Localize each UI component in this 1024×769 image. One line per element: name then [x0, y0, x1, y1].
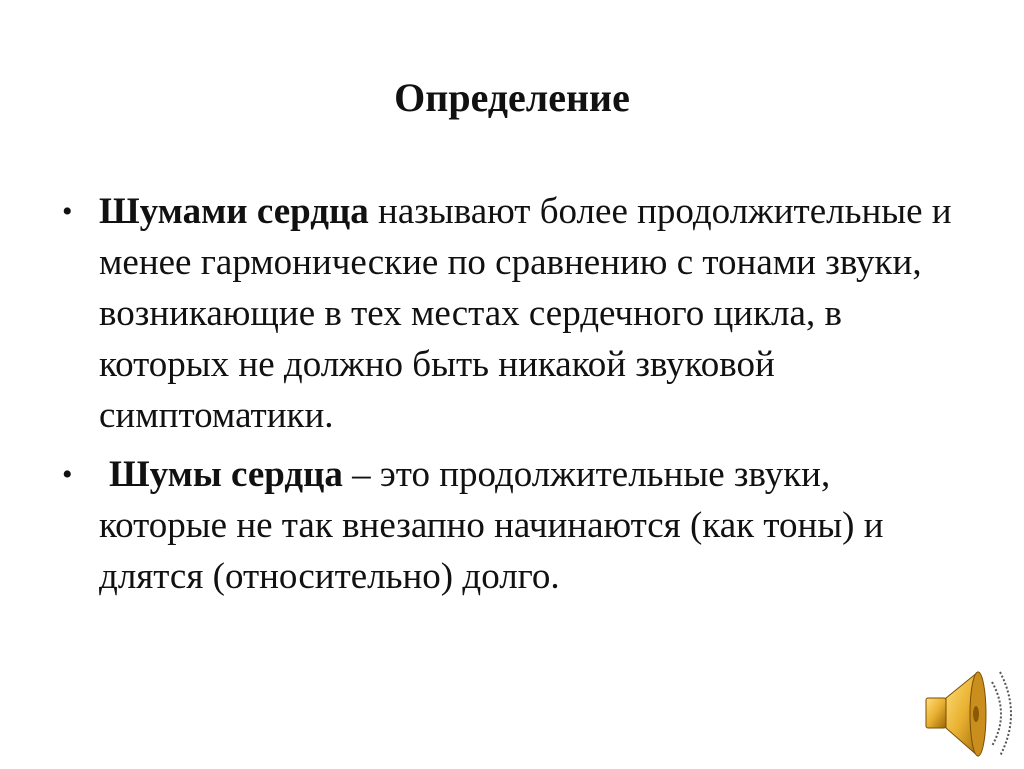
bullet-marker: •: [62, 458, 73, 491]
bullet-text: называют более продолжительные и менее гармонические по сравнению с тонами звуки, возникающие в тех местах сердечного цикла, в которых не должно быть никакой звуковой симптоматики.: [99, 191, 952, 436]
bullet-item-murmur-description: [62, 449, 952, 602]
bullet-text: – это продолжительные звуки, которые не так внезапно начинаются (как тоны) и длятся (относительно) долго.: [99, 454, 884, 597]
bullet-item-murmur-definition: [62, 186, 952, 441]
bullet-marker: •: [62, 195, 73, 228]
bullet-list: [62, 186, 952, 610]
bullet-term: Шумы сердца: [109, 454, 343, 495]
speaker-icon[interactable]: [922, 664, 1018, 764]
bullet-term: Шумами сердца: [99, 191, 369, 232]
slide-title: Определение: [394, 75, 630, 120]
